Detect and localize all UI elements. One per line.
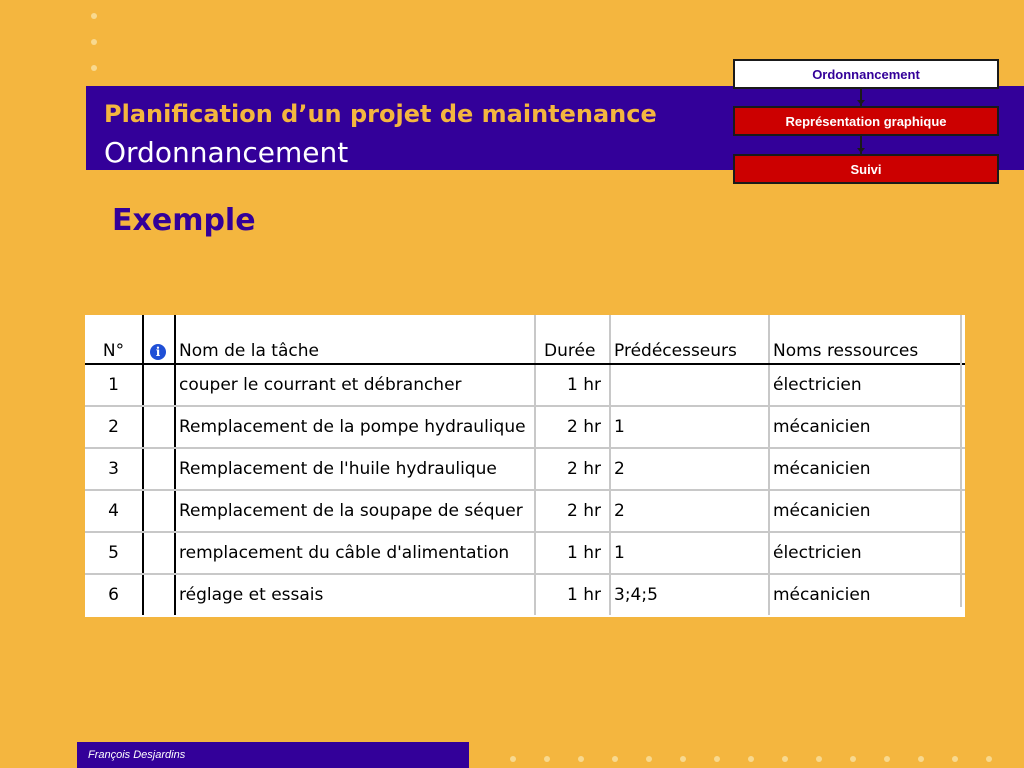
cell-predecessors: 1 xyxy=(610,406,769,448)
info-icon: i xyxy=(150,344,166,360)
cell-info xyxy=(143,364,175,406)
cell-duration: 1 hr xyxy=(535,532,610,574)
decorative-dot xyxy=(680,756,686,762)
cell-duration: 2 hr xyxy=(535,406,610,448)
table-header-row xyxy=(85,315,965,364)
col-header-info xyxy=(143,315,175,364)
col-header-id: N° xyxy=(85,315,143,364)
decorative-dot xyxy=(884,756,890,762)
cell-name: couper le courrant et débrancher xyxy=(175,364,535,406)
nav-arrow-icon xyxy=(857,148,865,153)
cell-name: réglage et essais xyxy=(175,574,535,615)
cell-name: Remplacement de l'huile hydraulique xyxy=(175,448,535,490)
cell-predecessors: 1 xyxy=(610,532,769,574)
cell-id: 5 xyxy=(85,532,143,574)
decorative-dot xyxy=(612,756,618,762)
cell-resources: électricien xyxy=(769,364,965,406)
nav-step-ordonnancement[interactable]: Ordonnancement xyxy=(733,59,999,89)
cell-id: 2 xyxy=(85,406,143,448)
section-heading: Exemple xyxy=(112,203,256,238)
cell-predecessors xyxy=(610,364,769,406)
cell-resources: mécanicien xyxy=(769,406,965,448)
cell-duration: 1 hr xyxy=(535,364,610,406)
decorative-dot xyxy=(91,65,97,71)
cell-info xyxy=(143,490,175,532)
table-row xyxy=(85,448,965,490)
cell-info xyxy=(143,532,175,574)
nav-arrow-icon xyxy=(857,100,865,105)
decorative-dot xyxy=(578,756,584,762)
cell-name: remplacement du câble d'alimentation xyxy=(175,532,535,574)
decorative-dot xyxy=(646,756,652,762)
cell-duration: 1 hr xyxy=(535,574,610,615)
cell-id: 6 xyxy=(85,574,143,615)
cell-resources: électricien xyxy=(769,532,965,574)
cell-id: 4 xyxy=(85,490,143,532)
cell-predecessors: 2 xyxy=(610,490,769,532)
decorative-dot xyxy=(782,756,788,762)
decorative-dot xyxy=(748,756,754,762)
cell-resources: mécanicien xyxy=(769,448,965,490)
cell-duration: 2 hr xyxy=(535,448,610,490)
task-table xyxy=(85,315,965,615)
cell-resources: mécanicien xyxy=(769,574,965,615)
col-header-predecessors: Prédécesseurs xyxy=(610,315,769,364)
table-row xyxy=(85,364,965,406)
cell-duration: 2 hr xyxy=(535,490,610,532)
cell-predecessors: 2 xyxy=(610,448,769,490)
decorative-dot xyxy=(91,13,97,19)
decorative-dot xyxy=(510,756,516,762)
col-header-resources: Noms ressources xyxy=(769,315,965,364)
cell-resources: mécanicien xyxy=(769,490,965,532)
table-row xyxy=(85,532,965,574)
decorative-dot xyxy=(714,756,720,762)
decorative-dot xyxy=(986,756,992,762)
decorative-dot xyxy=(850,756,856,762)
table-edge-line xyxy=(960,315,962,607)
decorative-dot xyxy=(816,756,822,762)
cell-info xyxy=(143,406,175,448)
cell-info xyxy=(143,574,175,615)
cell-info xyxy=(143,448,175,490)
decorative-dot xyxy=(952,756,958,762)
col-header-name: Nom de la tâche xyxy=(175,315,535,364)
decorative-dot xyxy=(91,39,97,45)
cell-name: Remplacement de la pompe hydraulique xyxy=(175,406,535,448)
nav-step-suivi[interactable]: Suivi xyxy=(733,154,999,184)
table-row xyxy=(85,574,965,615)
footer-author: François Desjardins xyxy=(88,749,186,761)
table-row xyxy=(85,406,965,448)
col-header-duration: Durée xyxy=(535,315,610,364)
nav-step-representation-graphique[interactable]: Représentation graphique xyxy=(733,106,999,136)
decorative-dot xyxy=(918,756,924,762)
slide-title: Planification d’un projet de maintenance xyxy=(104,100,657,128)
task-table-panel xyxy=(85,315,965,617)
decorative-dot xyxy=(544,756,550,762)
cell-name: Remplacement de la soupape de séquer xyxy=(175,490,535,532)
cell-id: 1 xyxy=(85,364,143,406)
slide-subtitle: Ordonnancement xyxy=(104,136,349,169)
cell-id: 3 xyxy=(85,448,143,490)
cell-predecessors: 3;4;5 xyxy=(610,574,769,615)
table-row xyxy=(85,490,965,532)
